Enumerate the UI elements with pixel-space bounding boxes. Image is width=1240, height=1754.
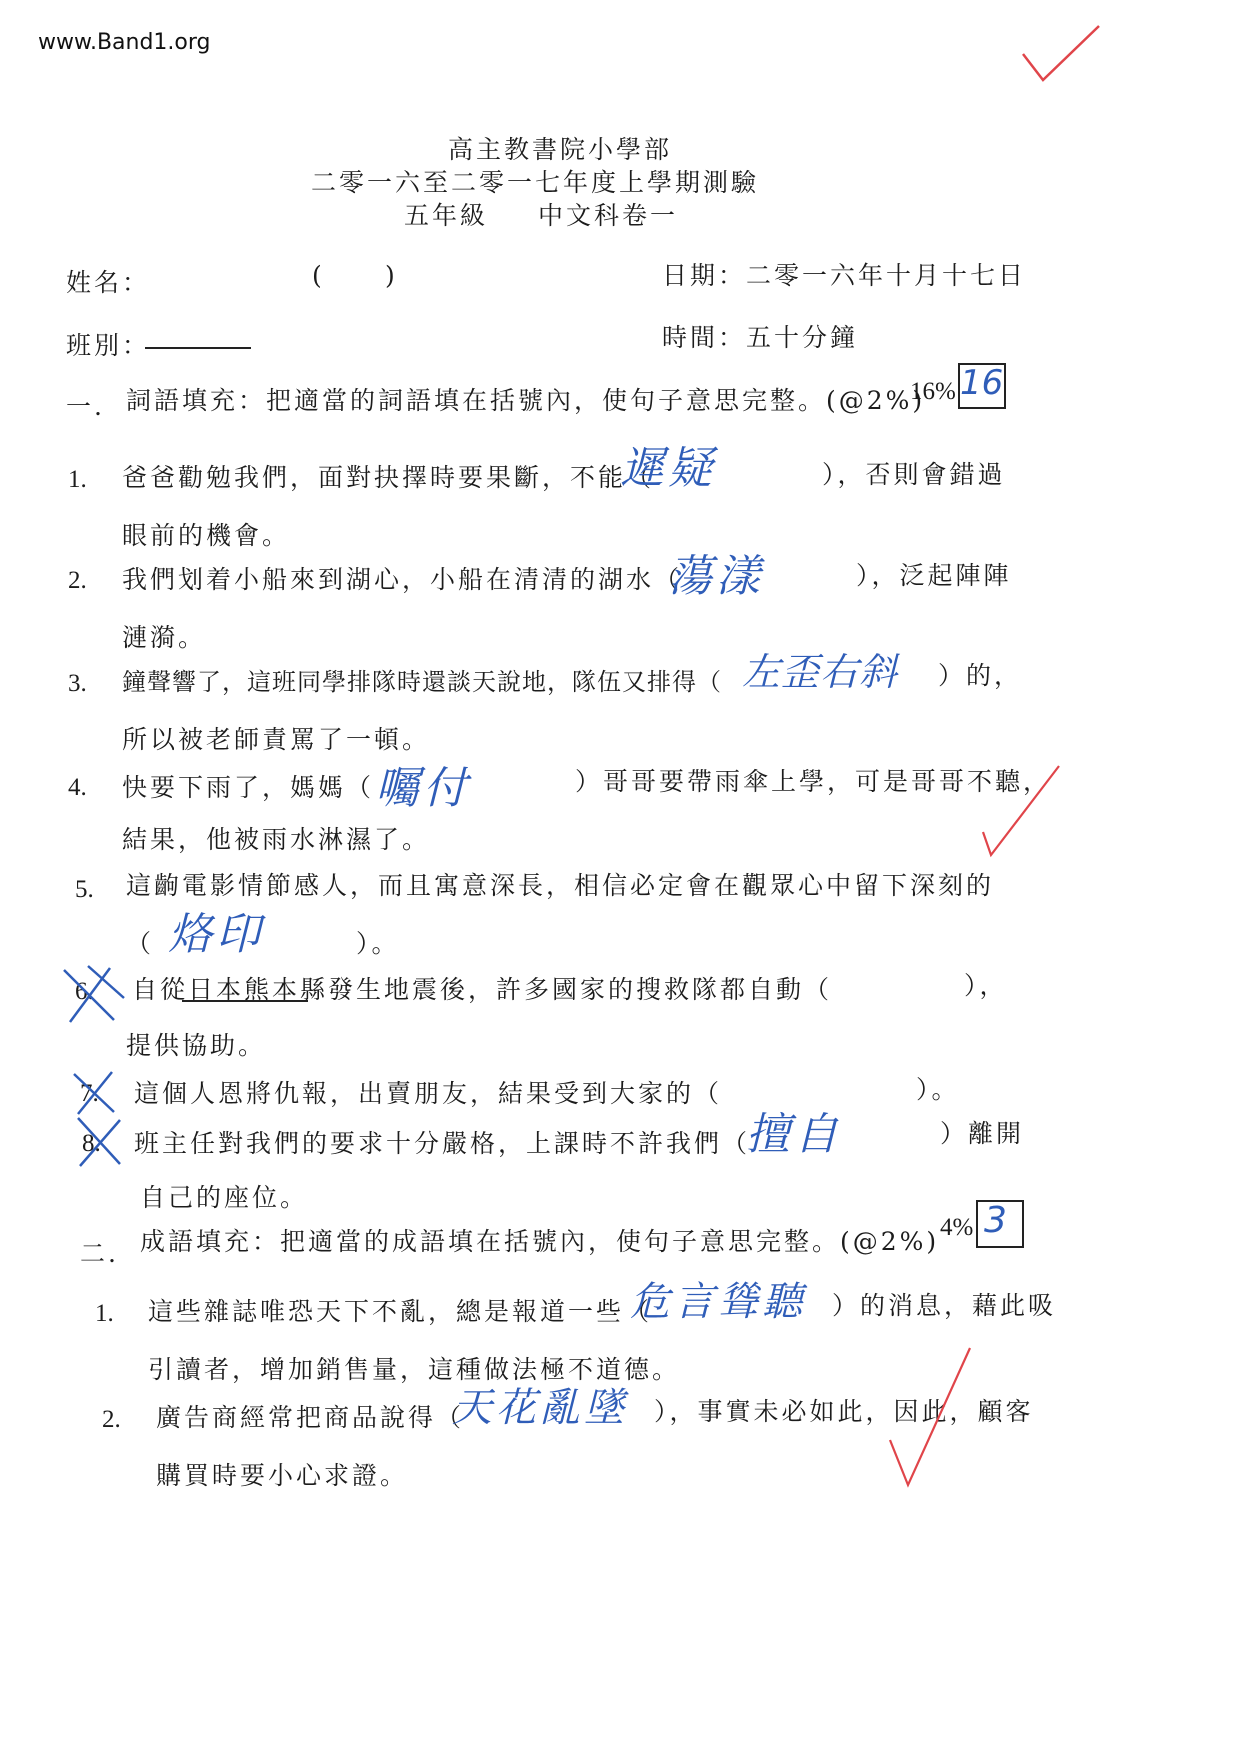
q4-text-b: ）哥哥要帶雨傘上學，可是哥哥不聽， — [575, 767, 1052, 796]
q6-text-b: ）， — [964, 971, 1008, 1000]
q5-paren-open: （ — [126, 929, 155, 958]
s2-q1-text-c: 引讀者，增加銷售量，這種做法極不道德。 — [148, 1355, 681, 1384]
name-label: 姓名： — [66, 268, 151, 297]
q2-text-a: 我們划着小船來到湖心，小船在清清的湖水（ — [122, 565, 683, 594]
s2-q2-text-a: 廣告商經常把商品說得（ — [156, 1403, 465, 1432]
class-number-paren-close: ) — [385, 261, 398, 290]
q6-text-a: 自從日本熊本縣發生地震後，許多國家的搜救隊都自動（ — [132, 975, 833, 1004]
section2-score: 3 — [984, 1200, 1007, 1241]
q6-number: 6. — [75, 978, 94, 1005]
s2-q2-text-c: 購買時要小心求證。 — [156, 1461, 409, 1490]
q5-number: 5. — [75, 876, 94, 903]
q1-answer[interactable]: 遲疑 — [620, 443, 716, 494]
q6-text-c: 提供協助。 — [126, 1031, 267, 1060]
grade: 五年級 — [404, 201, 489, 230]
q8-number: 8. — [82, 1130, 101, 1157]
s2-q1-number: 1. — [95, 1300, 114, 1327]
class-label: 班別： — [66, 331, 151, 360]
q3-answer[interactable]: 左歪右斜 — [742, 650, 899, 694]
q8-answer[interactable]: 擅自 — [746, 1109, 842, 1160]
exam-time: 時間：五十分鐘 — [662, 323, 859, 352]
section1-instruction: 詞語填充：把適當的詞語填在括號內，使句子意思完整。(@2%) — [126, 386, 926, 415]
subject: 中文科卷一 — [538, 201, 679, 230]
section2-marks: 4% — [940, 1214, 974, 1241]
q5-text-a: 這齣電影情節感人，而且寓意深長，相信必定會在觀眾心中留下深刻的 — [126, 871, 995, 900]
school-name: 高主教書院小學部 — [447, 135, 672, 164]
section1-score-box — [958, 363, 1006, 409]
q4-text-a: 快要下雨了，媽媽（ — [122, 773, 375, 802]
q1-text-b: ），否則會錯過 — [822, 460, 1006, 489]
q3-text-b: ）的， — [938, 661, 1023, 690]
q2-answer[interactable]: 蕩漾 — [668, 551, 764, 602]
q8-text-a: 班主任對我們的要求十分嚴格，上課時不許我們（ — [134, 1129, 751, 1158]
q7-number: 7. — [80, 1080, 99, 1107]
exam-date: 日期：二零一六年十月十七日 — [662, 261, 1027, 290]
cross-mark-q8 — [70, 1112, 130, 1170]
section2-score-box — [976, 1200, 1024, 1248]
q4-number: 4. — [68, 774, 87, 801]
q2-text-b: ），泛起陣陣 — [856, 561, 1012, 590]
q4-answer[interactable]: 囑付 — [375, 763, 471, 814]
cross-mark-q7 — [66, 1068, 126, 1118]
cross-mark-q6 — [58, 962, 128, 1028]
q8-text-c: 自己的座位。 — [140, 1183, 309, 1212]
s2-q2-answer[interactable]: 天花亂墜 — [452, 1385, 628, 1431]
class-blank-line[interactable] — [145, 347, 251, 349]
exam-title: 二零一六至二零一七年度上學期測驗 — [310, 168, 759, 197]
q7-text-a: 這個人恩將仇報，出賣朋友，結果受到大家的（ — [134, 1079, 723, 1108]
s2-q2-number: 2. — [102, 1406, 121, 1433]
q1-text-a: 爸爸勸勉我們，面對抉擇時要果斷，不能（ — [122, 463, 655, 492]
q4-text-c: 結果，他被雨水淋濕了。 — [122, 825, 431, 854]
q8-text-b: ）離開 — [940, 1119, 1025, 1148]
s2-q1-text-a: 這些雜誌唯恐天下不亂，總是報道一些（ — [148, 1297, 653, 1326]
q3-text-c: 所以被老師責罵了一頓。 — [122, 725, 431, 754]
q6-proper-noun-underline — [182, 1000, 308, 1002]
section1-marks: 16% — [910, 378, 956, 405]
tick-mark-top — [1015, 18, 1105, 88]
section1-number: 一. — [66, 392, 105, 421]
s2-q1-text-b: ）的消息，藉此吸 — [832, 1291, 1057, 1320]
q5-answer[interactable]: 烙印 — [168, 909, 264, 960]
section2-number: 二. — [80, 1239, 119, 1268]
q1-number: 1. — [68, 466, 87, 493]
q2-number: 2. — [68, 567, 87, 594]
tick-mark-bottom — [880, 1340, 980, 1500]
s2-q1-answer[interactable]: 危言聳聽 — [630, 1279, 806, 1325]
q5-paren-close: ）。 — [356, 929, 400, 958]
q1-text-c: 眼前的機會。 — [122, 521, 291, 550]
q7-text-b: ）。 — [916, 1075, 960, 1104]
section2-instruction: 成語填充：把適當的成語填在括號內，使句子意思完整。(@2%) — [140, 1227, 940, 1256]
s2-q2-text-b: ），事實未必如此，因此，顧客 — [654, 1397, 1034, 1426]
q3-number: 3. — [68, 670, 87, 697]
section1-score: 16 — [960, 363, 1004, 403]
class-number-paren-open: ( — [312, 261, 325, 290]
q2-text-c: 漣漪。 — [122, 623, 207, 652]
site-watermark: www.Band1.org — [38, 30, 211, 55]
q3-text-a: 鐘聲響了，這班同學排隊時還談天說地，隊伍又排得（ — [122, 668, 722, 696]
tick-mark-q4 — [975, 760, 1065, 870]
